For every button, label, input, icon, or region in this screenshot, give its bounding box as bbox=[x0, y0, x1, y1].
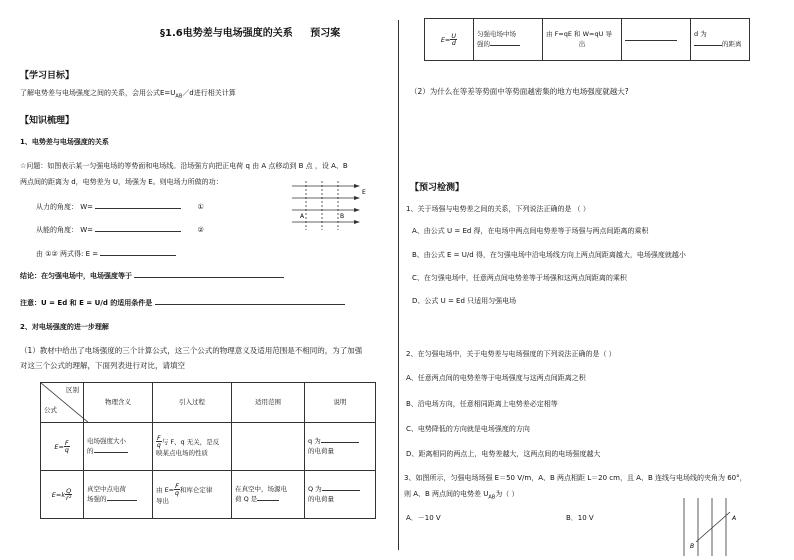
q2-stem: 2、在匀强电场中，关于电势差与电场强度的下列说法正确的是（ ） bbox=[406, 350, 616, 358]
goals-header: 【学习目标】 bbox=[20, 71, 75, 81]
scope-cell-2: 在真空中，场源电 荷 Q 是 bbox=[232, 471, 305, 519]
scope-blank-3[interactable] bbox=[625, 40, 677, 41]
table-row bbox=[41, 471, 376, 519]
combine-blank[interactable] bbox=[100, 255, 176, 256]
note-blank[interactable] bbox=[155, 304, 345, 305]
table-corner-cell bbox=[41, 383, 84, 423]
q3-option-a[interactable]: A．－10 V bbox=[406, 514, 441, 522]
intro-fraction: $\frac{F}{q}$ bbox=[156, 433, 161, 450]
check-header: 【预习检测】 bbox=[410, 183, 465, 193]
meaning-blank-3[interactable] bbox=[490, 45, 520, 46]
scope-cell-3 bbox=[622, 19, 691, 61]
corner-diagonal bbox=[41, 383, 89, 423]
corner-bottom-label: 公式 bbox=[44, 406, 57, 415]
header-intro: 引入过程 bbox=[153, 383, 232, 423]
q2-option-a[interactable]: A、任意两点间的电势差等于电场强度与这两点间距离之积 bbox=[406, 374, 586, 382]
energy-blank[interactable] bbox=[95, 231, 181, 232]
conclusion-blank[interactable] bbox=[134, 277, 284, 278]
formula-cell-1: E= $\frac{F}{q}$ bbox=[41, 423, 84, 471]
q3-line-1: 3、如图所示，匀强电场场强 E＝50 V/m，A、B 两点相距 L＝20 cm，且 A、B 连线与电场线的夹角为 60°， bbox=[404, 474, 747, 482]
fig1-label-a: A bbox=[300, 213, 305, 220]
fig1-label-b: B bbox=[340, 213, 345, 220]
question-2-text: （2）为什么在等差等势面中等势面越密集的地方电场强度就越大? bbox=[410, 87, 629, 96]
combine-row: 由 ①② 两式得: E = bbox=[36, 249, 176, 259]
question-line-2: 两点间的距离为 d，电势差为 U，场强为 E。则电场力所做的功： bbox=[20, 178, 223, 186]
intro-cell-1: $\frac{F}{q}$ 与 F、q 无关，是反 映某点电场的性质 bbox=[153, 423, 232, 471]
para1-line-2: 对这三个公式的理解，下面列表进行对比，请填空 bbox=[20, 361, 185, 370]
goals-text: 了解电势差与电场强度之间的关系，会用公式$E=U_{AB}/d$进行相关计算 bbox=[20, 89, 236, 100]
header-scope: 适用范围 bbox=[232, 383, 305, 423]
q3-label-b: B bbox=[690, 543, 695, 550]
formula-table-continued bbox=[424, 18, 750, 61]
equipotential-lines bbox=[306, 181, 338, 230]
scope-blank-2[interactable] bbox=[257, 500, 279, 501]
header-meaning: 物理含义 bbox=[84, 383, 153, 423]
para1-line-1: （1）教材中给出了电场强度的三个计算公式，这三个公式的物理意义及适用范围是不相同的，为了加强 bbox=[20, 346, 363, 355]
force-angle-row: 从力的角度： W= ① bbox=[36, 203, 204, 211]
section-1-heading: 1、电势差与电场强度的关系 bbox=[20, 138, 109, 146]
q3-line-2: 则 A、B 两点间的电势差 $U_{AB}$为（ ） bbox=[404, 490, 519, 501]
q3-ab-segment bbox=[696, 512, 730, 542]
question-line-1: ☆问题：如图表示某一匀强电场的等势面和电场线。沿场强方向把正电荷 q 由 A 点移动到 B 点 ，设 A、B bbox=[20, 162, 348, 170]
note-cell-1: q 为 的电荷量 bbox=[305, 423, 376, 471]
energy-angle-row: 从能的角度： W= ② bbox=[36, 226, 204, 234]
q3-label-a: A bbox=[732, 515, 737, 522]
conclusion-row: 结论：在匀强电场中，电场强度等于 bbox=[20, 271, 284, 281]
q2-option-c[interactable]: C、电势降低的方向就是电场强度的方向 bbox=[406, 425, 530, 433]
scope-cell-1 bbox=[232, 423, 305, 471]
q1-stem: 1、关于场强与电势差之间的关系，下列说法正确的是 （ ） bbox=[406, 205, 590, 213]
field-diagram bbox=[290, 180, 375, 232]
note-blank-3[interactable] bbox=[694, 45, 722, 46]
meaning-cell-3: 匀强电场中场 强的 bbox=[474, 19, 543, 61]
meaning-cell-2: 真空中点电荷 场强的 bbox=[84, 471, 153, 519]
q1-option-d[interactable]: D、公式 U = Ed 只适用匀强电场 bbox=[412, 297, 517, 305]
formula-fraction: $\frac{Q}{\text{r²}}$ bbox=[66, 486, 72, 502]
meaning-blank-2[interactable] bbox=[107, 500, 137, 501]
formula-fraction: $\frac{U}{d}$ bbox=[451, 31, 457, 47]
q1-option-c[interactable]: C、在匀强电场中，任意两点间电势差等于场强和这两点间距离的乘积 bbox=[412, 274, 627, 282]
review-header: 【知识梳理】 bbox=[20, 116, 75, 126]
meaning-blank-1[interactable] bbox=[94, 452, 128, 453]
note-blank-1[interactable] bbox=[321, 442, 359, 443]
corner-top-label: 区别 bbox=[66, 386, 79, 394]
formula-table bbox=[40, 382, 376, 519]
formula-fraction: $\frac{F}{q}$ bbox=[64, 438, 69, 454]
q1-option-a[interactable]: A、由公式 U = Ed 得，在电场中两点间电势差等于场强与两点间距离的乘积 bbox=[412, 227, 649, 235]
section-2-heading: 2、对电场强度的进一步理解 bbox=[20, 323, 109, 331]
column-divider bbox=[398, 20, 399, 550]
q2-option-b[interactable]: B、沿电场方向，任意相同距离上电势差必定相等 bbox=[406, 400, 558, 408]
intro-fraction: $\frac{F}{q}$ bbox=[174, 481, 180, 498]
note-cell-3: d 为 的距离 bbox=[691, 19, 750, 61]
force-blank[interactable] bbox=[95, 208, 181, 209]
header-note: 说明 bbox=[305, 383, 376, 423]
formula-cell-3: E= $\frac{U}{d}$ bbox=[425, 19, 474, 61]
q3-diagram bbox=[674, 498, 744, 556]
q3-option-b[interactable]: B．10 V bbox=[566, 514, 594, 522]
meaning-cell-1: 电场强度大小 的 bbox=[84, 423, 153, 471]
table-header-row bbox=[41, 383, 376, 423]
title-text: §1.6电势差与电场强度的关系 bbox=[160, 28, 293, 39]
table-row bbox=[425, 19, 750, 61]
title-tag: 预习案 bbox=[310, 28, 341, 39]
q2-option-d[interactable]: D、距离相同的两点上，电势差越大，这两点间的电场强度越大 bbox=[406, 450, 601, 458]
fig1-label-e: E bbox=[362, 189, 366, 196]
formula-cell-2: E=k $\frac{Q}{\text{r²}}$ bbox=[41, 471, 84, 519]
note-cell-2: Q 为 的电荷量 bbox=[305, 471, 376, 519]
table-row bbox=[41, 423, 376, 471]
note-row: 注意：U = Ed 和 E = U/d 的适用条件是 bbox=[20, 298, 345, 308]
note-blank-2[interactable] bbox=[322, 490, 360, 491]
q1-option-b[interactable]: B、由公式 E = U/d 得，在匀强电场中沿电场线方向上两点间距离越大，电场强度就越小 bbox=[412, 251, 686, 259]
page-title bbox=[160, 24, 340, 39]
field-arrowheads bbox=[354, 184, 360, 224]
intro-cell-3: 由 F=qE 和 W=qU 导 出 bbox=[543, 19, 622, 61]
intro-cell-2: 由 E= $\frac{F}{q}$ 和库仑定律 导出 bbox=[153, 471, 232, 519]
